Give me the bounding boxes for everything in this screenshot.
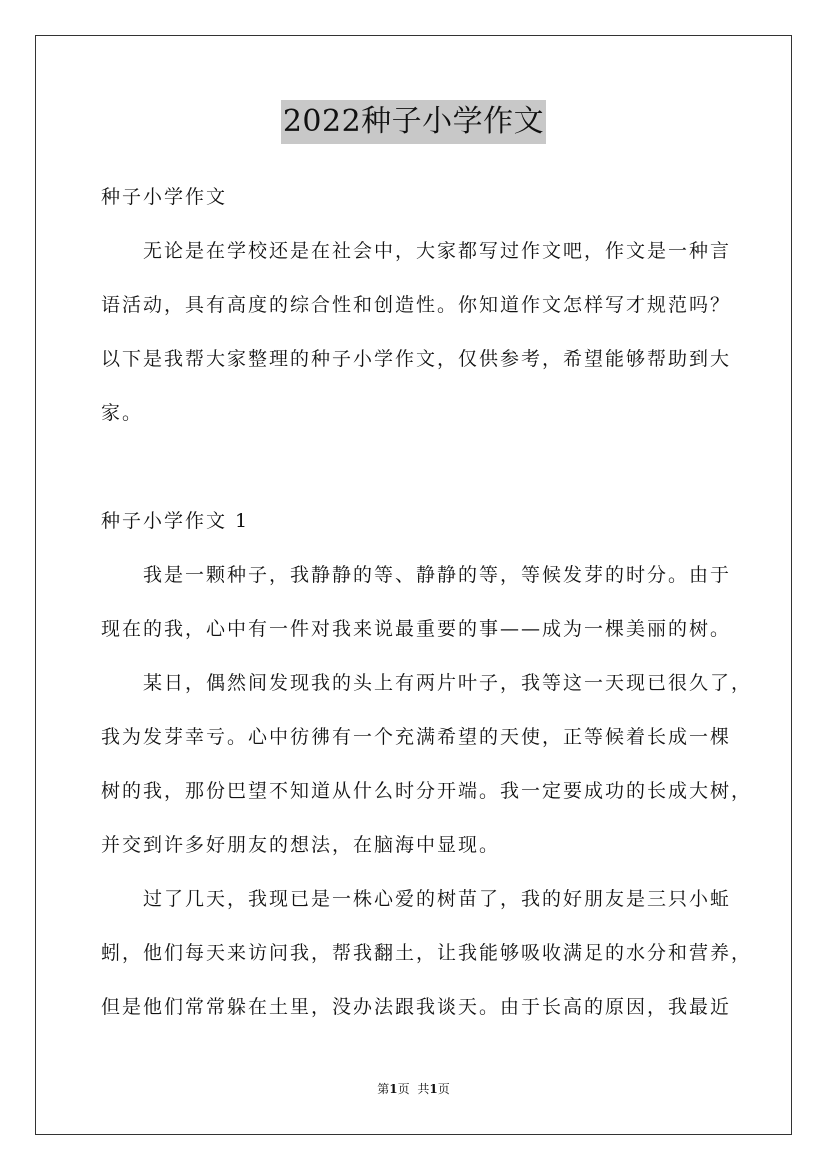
intro-line-4: 家。 xyxy=(101,402,144,424)
para2-line-3: 树的我，那份巴望不知道从什么时分开端。我一定要成功的长成大树， xyxy=(101,780,753,802)
para3-line-1: 过了几天，我现已是一株心爱的树苗了，我的好朋友是三只小蚯 xyxy=(143,888,732,910)
blank-line xyxy=(101,440,731,494)
para2-line-4: 并交到许多好朋友的想法，在脑海中显现。 xyxy=(101,834,501,856)
para2-line-1: 某日，偶然间发现我的头上有两片叶子，我等这一天现已很久了， xyxy=(143,672,753,694)
document-title: 2022种子小学作文 xyxy=(281,100,546,144)
document-body xyxy=(101,170,753,1034)
page-total: 1 xyxy=(429,1082,438,1096)
page-prefix: 第 xyxy=(377,1082,390,1096)
page-current: 1 xyxy=(389,1082,398,1096)
intro-line-1: 无论是在学校还是在社会中，大家都写过作文吧，作文是一种言 xyxy=(143,240,732,262)
para2-line-2: 我为发芽幸亏。心中彷彿有一个充满希望的天使，正等候着长成一棵 xyxy=(101,726,732,748)
section-heading: 种子小学作文 1 xyxy=(101,510,250,532)
para1-line-2: 现在的我，心中有一件对我来说最重要的事——成为一棵美丽的树。 xyxy=(101,618,732,640)
page-footer xyxy=(0,1080,827,1097)
total-prefix: 共 xyxy=(417,1082,430,1096)
subtitle: 种子小学作文 xyxy=(101,186,228,208)
para1-line-1: 我是一颗种子，我静静的等、静静的等，等候发芽的时分。由于 xyxy=(143,564,732,586)
intro-line-3: 以下是我帮大家整理的种子小学作文，仅供参考，希望能够帮助到大 xyxy=(101,348,732,370)
document-title-container xyxy=(0,100,827,144)
total-unit: 页 xyxy=(437,1082,450,1096)
intro-line-2: 语活动，具有高度的综合性和创造性。你知道作文怎样写才规范吗？ xyxy=(101,294,732,316)
page-unit: 页 xyxy=(397,1082,410,1096)
para3-line-3: 但是他们常常躲在土里，没办法跟我谈天。由于长高的原因，我最近 xyxy=(101,996,732,1018)
para3-line-2: 蚓，他们每天来访问我，帮我翻土，让我能够吸收满足的水分和营养， xyxy=(101,942,753,964)
